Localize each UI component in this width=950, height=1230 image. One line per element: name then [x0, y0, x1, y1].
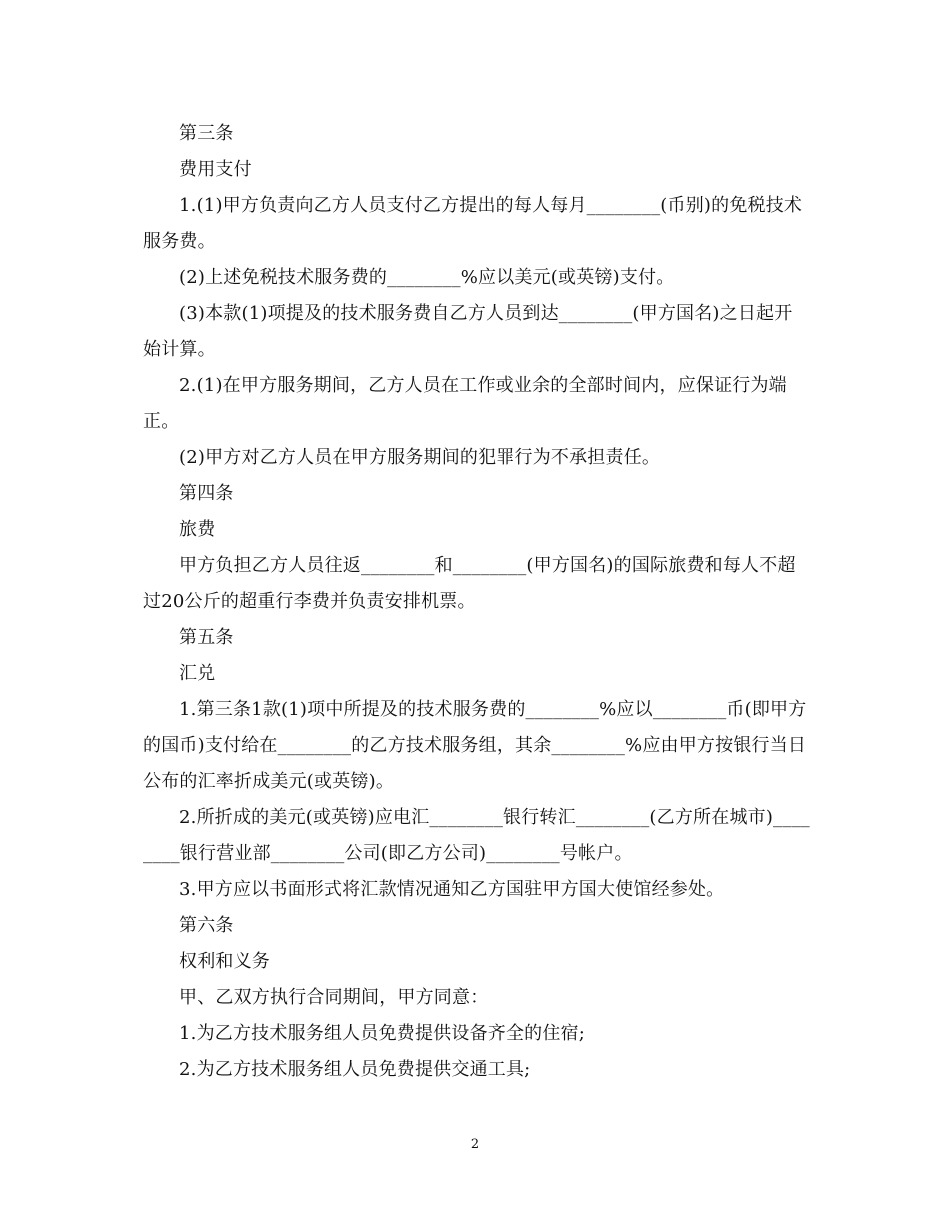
- clause-paragraph: 2.为乙方技术服务组人员免费提供交通工具;: [179, 1059, 531, 1080]
- clause-paragraph: 甲方负担乙方人员往返________和________(甲方国名)的国际旅费和每人不超过20公斤的超重行李费并负责安排机票。: [143, 555, 796, 612]
- article-title: 汇兑: [179, 663, 216, 684]
- article-heading: 第三条: [179, 123, 234, 144]
- document-body: [143, 116, 810, 1088]
- clause-paragraph: 1.为乙方技术服务组人员免费提供设备齐全的住宿;: [179, 1023, 586, 1044]
- article-title: 费用支付: [179, 159, 252, 180]
- clause-paragraph: 1.第三条1款(1)项中所提及的技术服务费的________%应以________币(即甲方的国币)支付给在________的乙方技术服务组，其余________%应由甲方按银行当日公布的汇率折成美元(或英镑)。: [143, 699, 807, 792]
- clause-paragraph: (2)甲方对乙方人员在甲方服务期间的犯罪行为不承担责任。: [179, 447, 661, 468]
- page-number: 2: [470, 1137, 480, 1152]
- article-heading: 第六条: [179, 915, 234, 936]
- clause-paragraph: 3.甲方应以书面形式将汇款情况通知乙方国驻甲方国大使馆经参处。: [179, 879, 725, 900]
- clause-paragraph: (2)上述免税技术服务费的________%应以美元(或英镑)支付。: [179, 267, 675, 288]
- article-title: 旅费: [179, 519, 216, 540]
- article-heading: 第五条: [179, 627, 234, 648]
- clause-paragraph: (3)本款(1)项提及的技术服务费自乙方人员到达________(甲方国名)之日起开始计算。: [143, 303, 793, 360]
- clause-paragraph: 1.(1)甲方负责向乙方人员支付乙方提出的每人每月________(币别)的免税技术服务费。: [143, 195, 803, 252]
- article-heading: 第四条: [179, 483, 234, 504]
- clause-paragraph: 甲、乙双方执行合同期间，甲方同意：: [179, 987, 489, 1008]
- clause-paragraph: 2.(1)在甲方服务期间，乙方人员在工作或业余的全部时间内，应保证行为端正。: [143, 375, 787, 432]
- article-title: 权利和义务: [179, 951, 270, 972]
- clause-paragraph: 2.所折成的美元(或英镑)应电汇________银行转汇________(乙方所在城市)________银行营业部________公司(即乙方公司)________号帐户。: [143, 807, 810, 864]
